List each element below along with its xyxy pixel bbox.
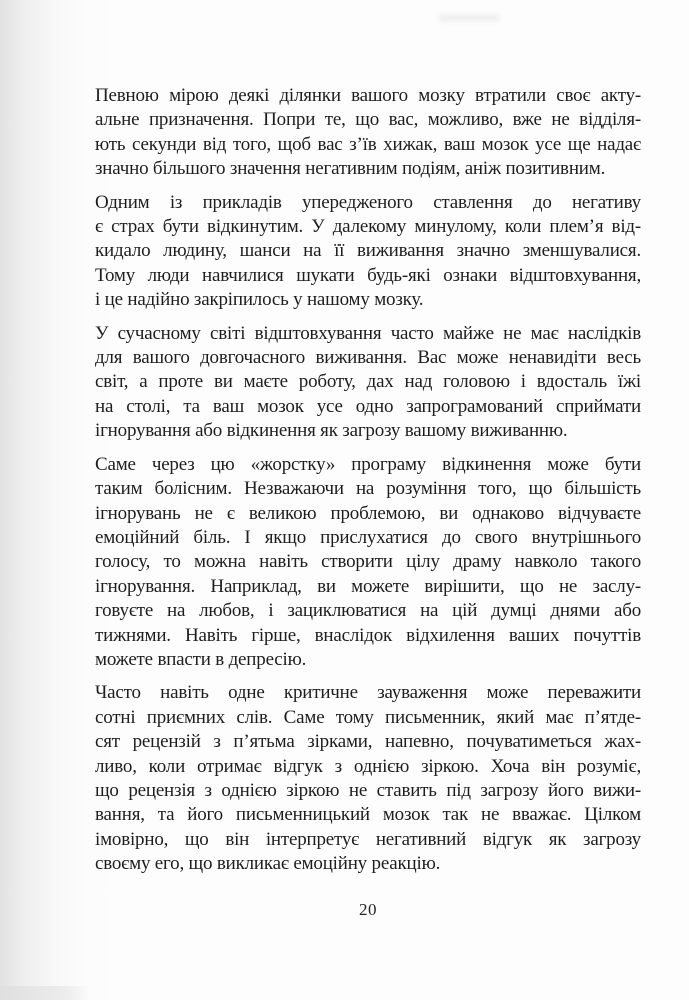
scan-artifact-top xyxy=(438,14,500,22)
text-line: Саме через цю «жорстку» програму відкинення може бути xyxy=(95,453,641,475)
text-line: У сучасному світі відштовхування часто майже не має наслідків xyxy=(95,322,641,344)
text-line: вання, та його письменницький мозок так не вважає. Цілком xyxy=(95,804,641,826)
text-line: альне призначення. Попри те, що вас, можливо, вже не відділя- xyxy=(95,109,641,131)
text-line: ігнорування. Наприклад, ви можете вирішити, що не заслу- xyxy=(95,575,641,597)
text-line: тижнями. Навіть гірше, внаслідок відхилення ваших почуттів xyxy=(95,624,641,646)
text-line: є страх бути відкинутим. У далекому минулому, коли плем’я від- xyxy=(95,216,641,238)
text-line: для вашого довгочасного виживання. Вас може ненавидіти весь xyxy=(95,347,641,369)
text-line: світ, а проте ви маєте роботу, дах над головою і вдосталь їжі xyxy=(95,371,641,393)
text-line: голосу, то можна навіть створити цілу драму навколо такого xyxy=(95,551,641,573)
paragraph xyxy=(95,84,641,182)
text-line: можете впасти в депресію. xyxy=(95,648,307,670)
text-line: емоційний біль. І якщо прислухатися до свого внутрішнього xyxy=(95,526,641,548)
text-line: Тому люди навчилися шукати будь-які ознаки відштовхування, xyxy=(95,264,641,286)
text-line: ливо, коли отримає відгук з однією зіркою. Хоча він розуміє, xyxy=(95,755,641,777)
paragraph xyxy=(95,191,641,313)
text-line: і це надійно закріпилось у нашому мозку. xyxy=(95,289,424,311)
text-line: своєму его, що викликає емоційну реакцію. xyxy=(95,853,441,875)
text-line: кидало людину, шанси на її виживання значно зменшувалися. xyxy=(95,240,641,262)
scan-artifact-bottom-left xyxy=(0,986,90,1000)
text-line: на столі, та ваш мозок усе одно запрограмований сприймати xyxy=(95,395,641,417)
text-line: імовірно, що він інтерпретує негативний відгук як загрозу xyxy=(95,828,641,850)
text-block xyxy=(95,84,641,886)
text-line: ють секунди від того, щоб вас з’їв хижак, ваш мозок усе ще надає xyxy=(95,133,641,155)
text-line: говуєте на любов, і зациклюватися на цій думці днями або xyxy=(95,600,641,622)
page-number: 20 xyxy=(359,900,377,919)
text-line: таким болісним. Незважаючи на розуміння того, що більшість xyxy=(95,478,641,500)
text-line: сят рецензій з п’ятьма зірками, напевно, почуватиметься жах- xyxy=(95,731,641,753)
paragraph xyxy=(95,322,641,444)
paragraph xyxy=(95,681,641,876)
text-line: Часто навіть одне критичне зауваження може переважити xyxy=(95,682,641,704)
text-line: ігнорування або відкинення як загрозу вашому виживанню. xyxy=(95,420,568,442)
text-line: Одним із прикладів упередженого ставлення до негативу xyxy=(95,191,641,213)
text-line: значно більшого значення негативним подіям, аніж позитивним. xyxy=(95,158,606,180)
text-line: сотні приємних слів. Саме тому письменник, який має п’ятде- xyxy=(95,706,641,728)
text-line: ігнорувань не є великою проблемою, ви однаково відчуваєте xyxy=(95,502,641,524)
paragraph xyxy=(95,453,641,673)
text-line: Певною мірою деякі ділянки вашого мозку втратили своє акту- xyxy=(95,85,641,106)
text-line: що рецензія з однією зіркою не ставить під загрозу його вижи- xyxy=(95,779,641,801)
